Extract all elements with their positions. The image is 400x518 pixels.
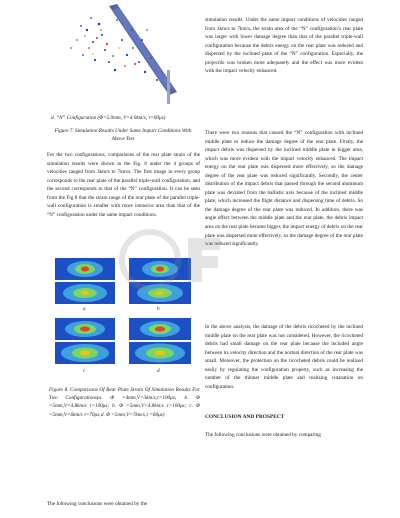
left-paragraph-2: The following conclusions were obtained by the [47,501,147,507]
left-paragraph-1: For the two configurations, comparisons of the rear plate strain of the simulation results were shown in the Fig. 8 under the 4 groups of velocities ranged from 3km/s to 7km/s. The first image in every group corresponds to the rear plate of the parallel triple-wall configuration, and the second corresponds to that of the “N” configuration. It can be seen from the Fig 8 that the strain range of the rear plate of the parallel triple-wall configuration is smaller with more intensive area than that of the “N” configuration under the same impact conditions. [47,152,200,218]
strain-panel-a2 [55,282,115,304]
right-paragraph-3: In the above analysis, the damage of the debris ricocheted by the inclined middle plate on the rear plate was not considered. However, the ricocheted debris had small damage on the rear plate because the included angle between its velocity direction and the normal direction of the rear plate was small. Moreover, the protection on the ricocheted debris could be realized easily by regulating the configuration property, such as increasing the number of the thinner middle plate and realizing cutanation on configuration. [205,324,363,390]
figure-8-lower [47,318,200,384]
watermark-logo [110,220,240,300]
panel-label-b: b [157,306,160,312]
right-paragraph-2: There were two reasons that caused the “N” configuration with inclined middle plate to reduce the damage degree of the rear plate. Firstly, the impact debris was dispersed by the inclined middle plate in bigger area, which was more evident with the impact velocity enhanced. The impact energy on the rear plate was dispersed more effectively, so the damage degree of the rear plate was reduced significantly. Secondly, the center distribution of the impact debris that passed through the second aluminum plate was deviated from the ballistic axis because of the inclined middle plate, which increased the flight distance and dispersing time of debris. So the damage degree of the rear plate was reduced. In addition, there was angle effect between the middle plate and the rear plate, the debris impact area on the rear plate became bigger, the impact energy of debris on the rear plate was dispersed more effectively, so the damage degree of the rear plate was reduced significantly. [205,130,363,248]
simulation-image-n-configuration [47,0,200,108]
debris-cloud-graphic [47,0,200,108]
strain-panel-a [55,258,115,280]
strain-panel-d2 [129,342,191,364]
right-paragraph-1: simulation results. Under the same impact conditions of velocities ranged from 3km/s to 7km/s, the strain area of the “N” configuration’s rear plate was larger with lower damage degree than that of the parallel triple-wall configuration because the debris energy on the rear plate was reduced and dispersed by the inclined plate of the “N” configuration. Especially, the projectile was broken more adequately and the effect was more evident with the impact velocity enhanced. [205,17,363,75]
panel-label-a: a [83,306,86,312]
figure-8-caption: Figure 8. Comparisons Of Rear Plate Strain Of Simulation Results For Two Configurations(a. Φ =4mm,V=3km/s,τ=100μs; b. Φ =5mm,V=4.8km/s τ=100μs; b. Φ =5mm,V=4.8km/s τ=100μs; c. Φ =5mm,V=6km/s τ=70μs;d. Φ =5mm,V=7km/s,τ =60μs) [49,387,200,418]
figure-7-caption: Figure 7. Simulation Results Under Same Impact Conditions With Above Test [54,128,192,143]
right-paragraph-4: The following conclusions were obtained by comparing [205,432,321,438]
strain-panel-c2 [55,342,115,364]
strain-panel-c [55,318,115,340]
panel-label-c: c [83,368,86,374]
strain-panel-d [129,318,191,340]
panel-label-d: d [157,368,160,374]
subfigure-label-d: d. “N” Configuration (Φ=5.0mm, V=4.0km/s, τ=00μs) [51,115,166,121]
section-heading: CONCLUSION AND PROSPECT [205,414,285,420]
